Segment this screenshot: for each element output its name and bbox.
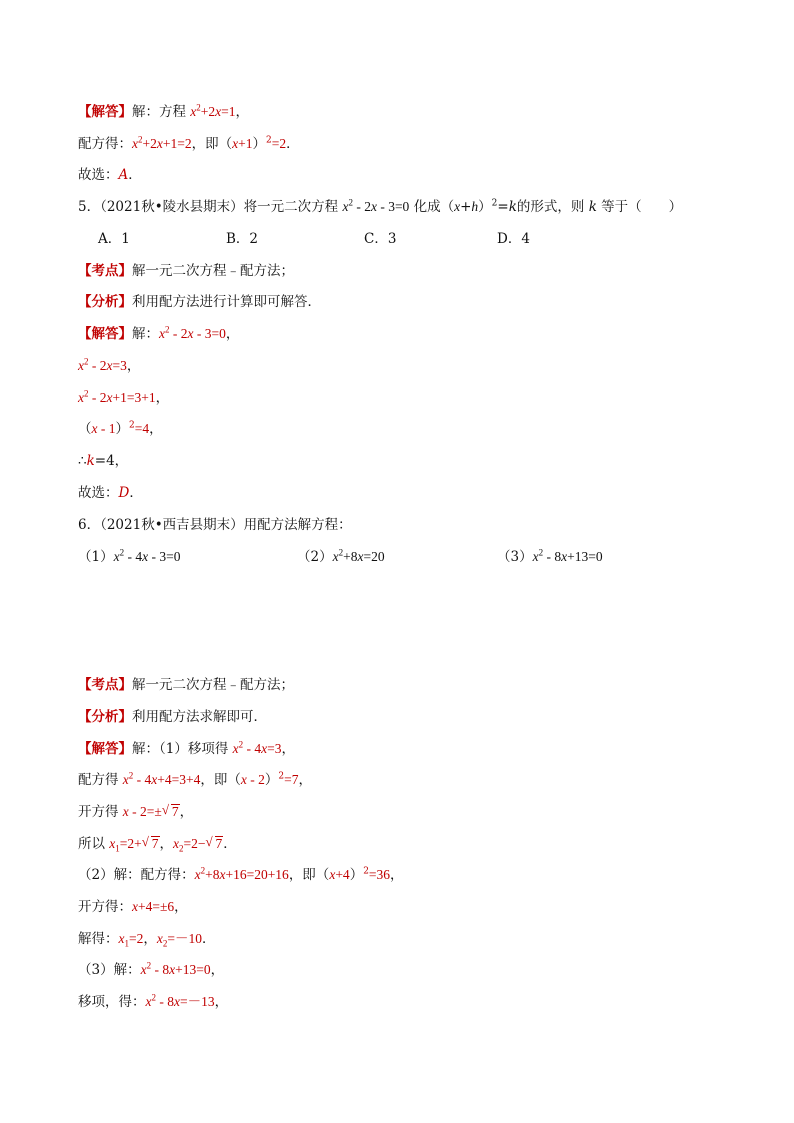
analysis-tag: 【分析】 [78,294,132,310]
q5-answer-line-4: （x - 1）$^2$=4， [78,420,163,437]
answer-text: 解：方程 $x^2+2x=1$， [132,102,250,120]
q6-answer-line-3: 开方得 x - 2=±√ 7， [78,803,193,821]
q6-part-3: $(3)x^2 - 8x+13=0$ [497,547,603,565]
prev-answer-line-3: 故选：A． [78,167,142,183]
prev-answer-line-2: 配方得：$x^2+2x+1=2$，即$(x+1)^2=2$． [78,134,300,152]
answer-tag: 【解答】 [78,326,132,342]
q6-question: 6．（2021秋•西吉县期末）用配方法解方程： [78,517,352,533]
q6-answer-line-7: 解得：$x_1=2$，$x_2=-10$． [78,931,216,949]
q5-answer-line-1: 【解答】解：$x^2 - 2x - 3=0$， [78,324,240,342]
q6-analysis-text: 利用配方法求解即可． [132,709,267,725]
point-tag: 【考点】 [78,263,132,279]
q5-analysis-text: 利用配方法进行计算即可解答． [132,294,321,310]
q5-option-a: A．1 [98,231,130,247]
answer-tag: 【解答】 [78,104,132,120]
q6-answer-line-9: 移项，得：$x^2 - 8x=-13$， [78,992,229,1010]
q6-answer-line-8: （3）解：$x^2 - 8x+13=0$， [78,960,225,978]
answer-tag: 【解答】 [78,741,132,757]
q5-analysis [78,293,321,311]
q6-answer-line-1: 【解答】解：（1）移项得 $x^2 - 4x=3$， [78,739,296,757]
q6-analysis [78,708,267,726]
q5-point-text: 解一元二次方程﹣配方法； [132,263,294,279]
q5-answer-line-2: $x^2 - 2x=3$， [78,356,141,374]
q6-answer-line-5: （2）解：配方得：$x^2+8x+16=20+16$，即$(x+4)^2=36$， [78,865,404,883]
q5-answer-line-6: 故选：D． [78,485,143,501]
q5-answer-line-5: ∴k=4， [78,453,129,469]
q6-part-2: $(2)x^2+8x=20$ [297,547,385,565]
q5-point [78,262,294,280]
prev-answer-line-1 [78,103,249,121]
q5-option-c: C．3 [364,231,397,247]
point-tag: 【考点】 [78,677,132,693]
q6-answer-line-6: 开方得：x+4=±6， [78,899,188,915]
q6-part-1: $(1)x^2 - 4x - 3=0$ [78,547,181,565]
q5-question: 5．（2021秋•陵水县期末）将一元二次方程 $x^2 - 2x - 3=0$ 化成$(x+h)^2=k$的形式，则 k 等于（ ） [78,197,683,215]
q6-answer-line-2: 配方得 $x^2 - 4x+4=3+4$，即（x - 2）$^2$=7， [78,770,312,788]
q6-answer-line-4: 所以 $x_1=2+√$ 7，$x_2=2-√$ 7． [78,835,237,853]
q5-option-d: D．4 [497,231,530,247]
q6-point [78,676,294,694]
q5-option-b: B．2 [226,231,259,247]
q6-point-text: 解一元二次方程﹣配方法； [132,677,294,693]
analysis-tag: 【分析】 [78,709,132,725]
q5-answer-line-3: $x^2 - 2x+1=3+1$， [78,388,170,406]
